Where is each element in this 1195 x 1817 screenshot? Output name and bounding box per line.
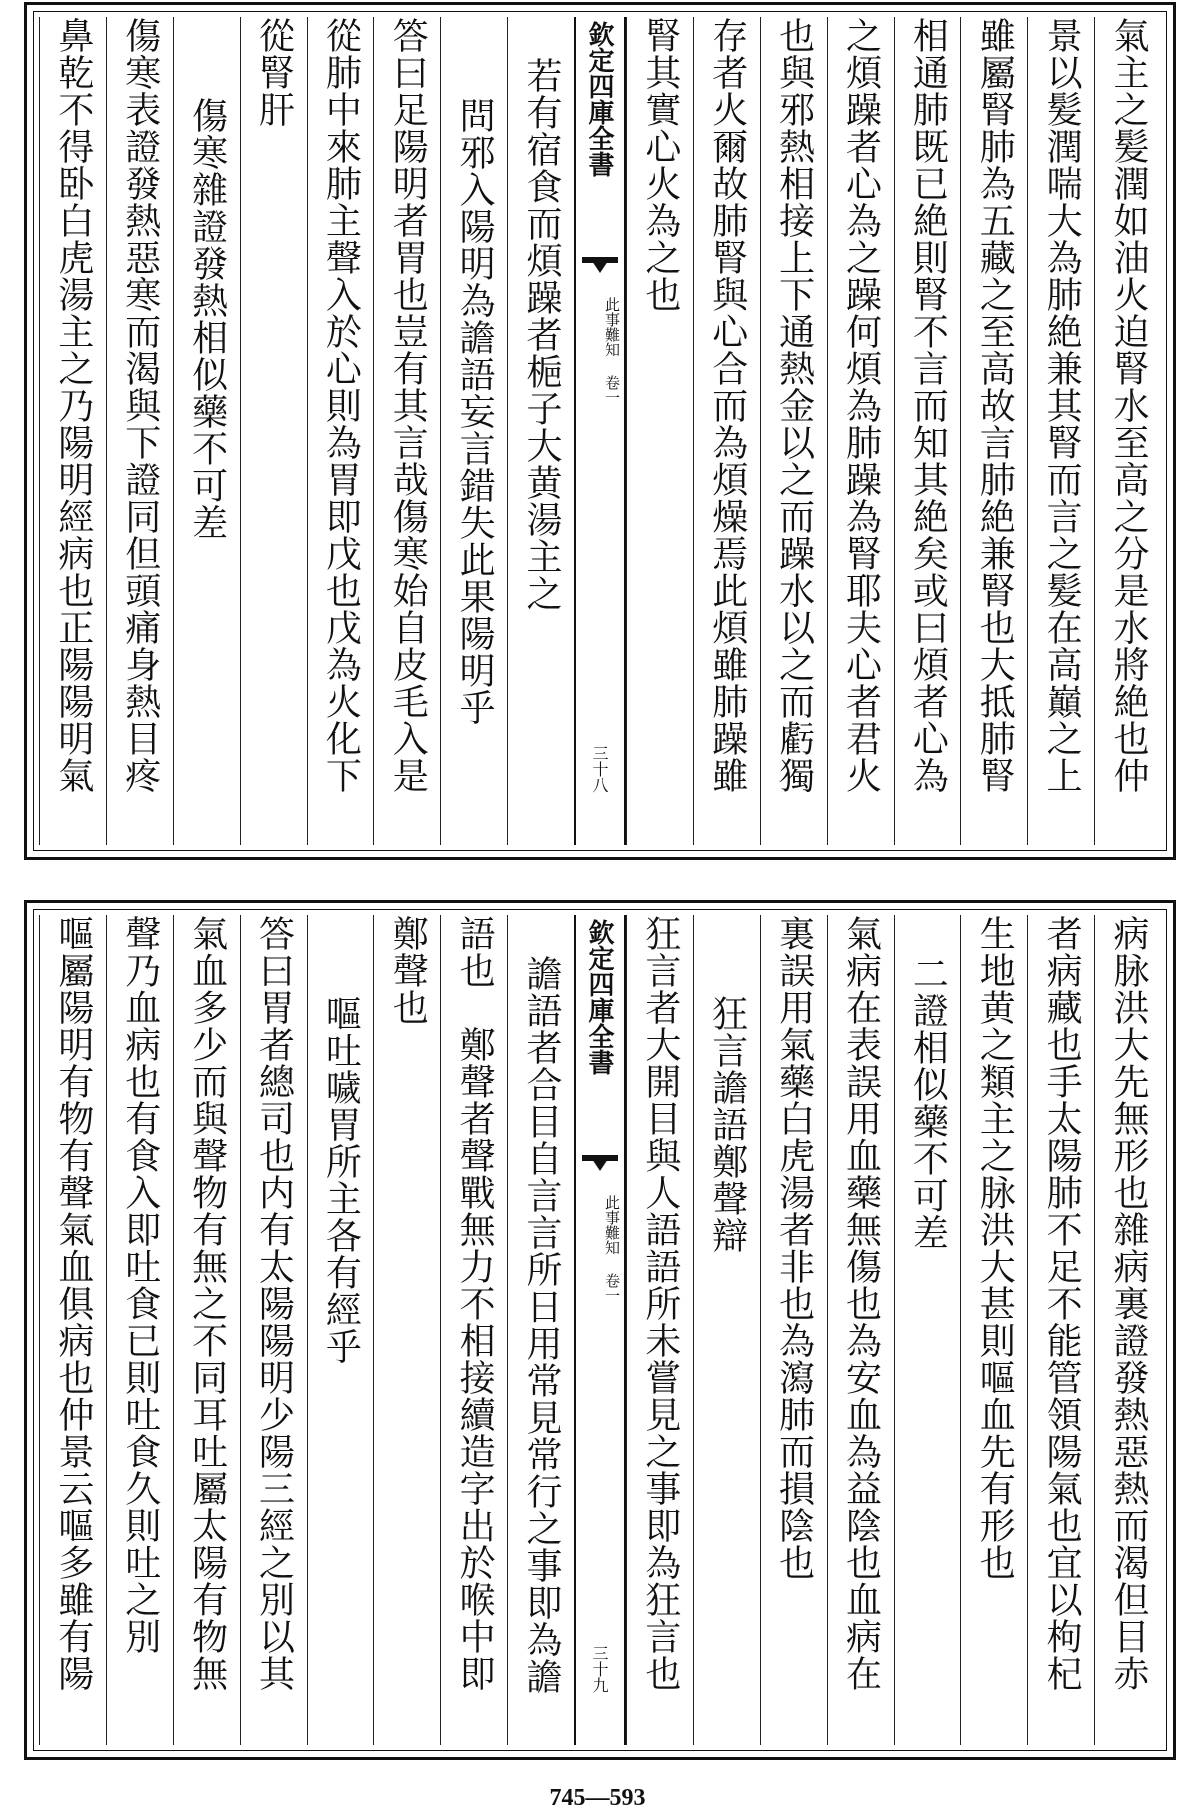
text-column: 答曰胃者總司也内有太陽陽明少陽三經之別以其: [240, 915, 307, 1745]
spine-title: 欽定四庫全書: [584, 21, 614, 177]
text-column: 從腎肝: [240, 17, 307, 845]
text-column: 病脉洪大先無形也雜病裏證發熱惡熱而渴但目赤: [1094, 915, 1161, 1745]
text-column: 景以髪潤喘大為肺絶兼其腎而言之髪在高巔之上: [1027, 17, 1094, 845]
text-column: 相通肺既已絶則腎不言而知其絶矣或曰煩者心為: [894, 17, 961, 845]
text-column: 答曰足陽明者胃也豈有其言哉傷寒始自皮毛入是: [373, 17, 440, 845]
spine: [574, 915, 626, 1745]
text-column: 狂言者大開目與人語語所未嘗見之事即為狂言也: [626, 915, 693, 1745]
bottom-page: [24, 900, 1176, 1760]
spine-title: 欽定四庫全書: [584, 919, 614, 1075]
fishtail-mark-icon: [582, 257, 618, 285]
text-column: 譫語者合目自言言所日用常見常行之事即為譫: [507, 915, 574, 1745]
text-column: 嘔吐噦胃所主各有經乎: [307, 915, 374, 1745]
text-column: 聲乃血病也有食入即吐食已則吐食久則吐之別: [106, 915, 173, 1745]
text-column: 從肺中來肺主聲入於心則為胃即戊也戊為火化下: [307, 17, 374, 845]
text-column: 之煩躁者心為之躁何煩為肺躁為腎耶夫心者君火: [827, 17, 894, 845]
text-column: 也與邪熱相接上下通熱金以之而躁水以之而虧獨: [760, 17, 827, 845]
spine-subtitle: 此事難知 卷一: [603, 1195, 621, 1303]
text-column: 生地黄之類主之脉洪大甚則嘔血先有形也: [960, 915, 1027, 1745]
text-column: 狂言譫語鄭聲辯: [693, 915, 760, 1745]
spine: [574, 17, 626, 845]
text-column: 裏誤用氣藥白虎湯者非也為瀉肺而損陰也: [760, 915, 827, 1745]
text-column: 語也 鄭聲者聲戰無力不相接續造字出於喉中即: [440, 915, 507, 1745]
page-code: 745—593: [549, 1785, 646, 1811]
text-column: 者病藏也手太陽肺不足不能管領陽氣也宜以枸杞: [1027, 915, 1094, 1745]
text-column: 氣病在表誤用血藥無傷也為安血為益陰也血病在: [827, 915, 894, 1745]
text-column: 氣主之髪潤如油火迫腎水至高之分是水將絶也仲: [1094, 17, 1161, 845]
text-column: 存者火爾故肺腎與心合而為煩燥焉此煩雖肺躁雖: [693, 17, 760, 845]
text-column: 嘔屬陽明有物有聲氣血俱病也仲景云嘔多雖有陽: [39, 915, 106, 1745]
top-page: [24, 2, 1176, 860]
text-column: 氣血多少而與聲物有無之不同耳吐屬太陽有物無: [173, 915, 240, 1745]
text-column: 二證相似藥不可差: [894, 915, 961, 1745]
text-column: 鼻乾不得卧白虎湯主之乃陽明經病也正陽陽明氣: [39, 17, 106, 845]
text-column: 問邪入陽明為譫語妄言錯失此果陽明乎: [440, 17, 507, 845]
text-column: 傷寒表證發熱惡寒而渴與下證同但頭痛身熱目疼: [106, 17, 173, 845]
text-column: 若有宿食而煩躁者梔子大黄湯主之: [507, 17, 574, 845]
text-column: 傷寒雜證發熱相似藥不可差: [173, 17, 240, 845]
text-column: 雖屬腎肺為五藏之至高故言肺絶兼腎也大抵肺腎: [960, 17, 1027, 845]
spine-subtitle: 此事難知 卷一: [603, 297, 621, 405]
folio-number: 三十八: [590, 745, 609, 793]
fishtail-mark-icon: [582, 1155, 618, 1183]
text-column: 鄭聲也: [373, 915, 440, 1745]
folio-number: 三十九: [590, 1645, 609, 1693]
text-column: 腎其實心火為之也: [626, 17, 693, 845]
